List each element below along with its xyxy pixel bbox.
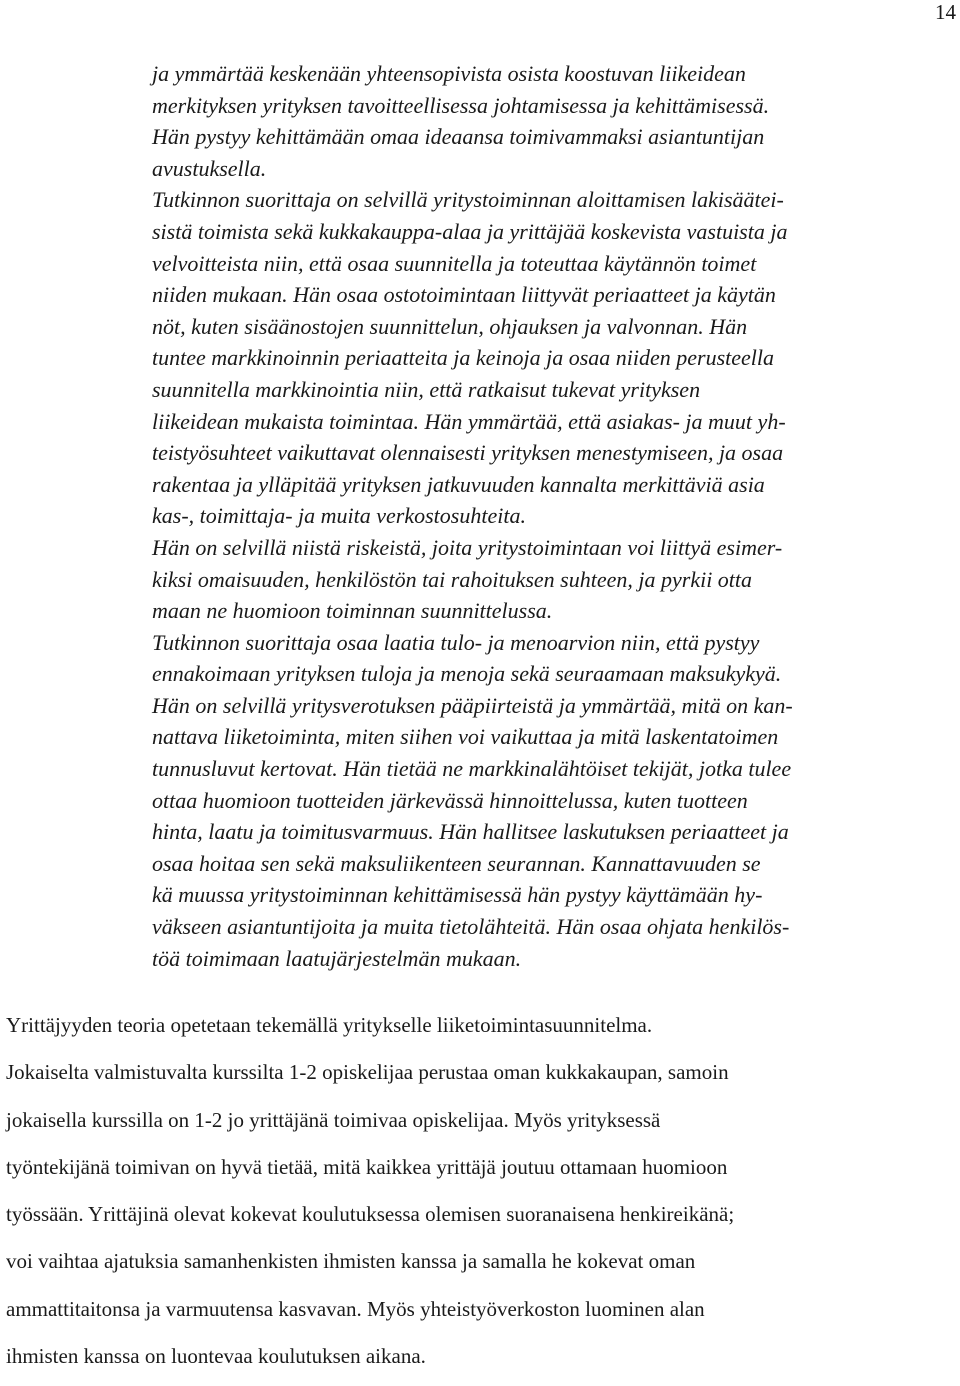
text-line: työntekijänä toimivan on hyvä tietää, mitä kaikkea yrittäjä joutuu ottamaan huomioon (6, 1154, 728, 1179)
text-line: Tutkinnon suorittaja osaa laatia tulo- ja menoarvion niin, että pystyy (152, 629, 760, 655)
text-line: Yrittäjyyden teoria opetetaan tekemällä yritykselle liiketoimintasuunnitelma. (6, 1013, 653, 1037)
text-line: tuntee markkinoinnin periaatteita ja keinoja ja osaa niiden perusteella (152, 345, 775, 371)
text-line: kiksi omaisuuden, henkilöstön tai rahoituksen suhteen, ja pyrkii otta (152, 566, 753, 592)
text-line: niiden mukaan. Hän osaa ostotoimintaan liittyvät periaatteet ja käytän (152, 282, 776, 308)
text-line: kä muussa yritystoiminnan kehittämisessä hän pystyy käyttämään hy- (152, 882, 763, 908)
text-line: väkseen asiantuntijoita ja muita tietolähteitä. Hän osaa ohjata henkilös- (152, 914, 790, 940)
text-line: voi vaihtaa ajatuksia samanhenkisten ihmisten kanssa ja samalla he kokevat oman (6, 1249, 696, 1274)
page-number: 14 (935, 0, 956, 24)
text-line: ja ymmärtää keskenään yhteensopivista osista koostuvan liikeidean (152, 61, 746, 86)
text-line: Jokaiselta valmistuvalta kurssilta 1-2 opiskelijaa perustaa oman kukkakaupan, samoin (6, 1060, 729, 1085)
text-line: Tutkinnon suorittaja on selvillä yritystoiminnan aloittamisen lakisäätei- (152, 187, 784, 213)
text-line: rakentaa ja ylläpitää yrityksen jatkuvuuden kannalta merkittäviä asia (152, 471, 765, 497)
text-line: teistyösuhteet vaikuttavat olennaisesti yrityksen menestymiseen, ja osaa (152, 440, 784, 466)
text-line: sistä toimista sekä kukkakauppa-alaa ja yrittäjää koskevista vastuista ja (152, 218, 788, 244)
text-line: ennakoimaan yrityksen tuloja ja menoja sekä seuraamaan maksukykyä. (152, 661, 782, 687)
text-line: merkityksen yrityksen tavoitteellisessa johtamisessa ja kehittämisessä. (152, 92, 770, 118)
text-line: Hän on selvillä niistä riskeistä, joita yritystoimintaan voi liittyä esimer- (152, 534, 783, 560)
text-line: Hän on selvillä yritysverotuksen pääpiirteistä ja ymmärtää, mitä on kan- (152, 692, 793, 718)
text-line: jokaisella kurssilla on 1-2 jo yrittäjänä toimivaa opiskelijaa. Myös yrityksessä (6, 1107, 661, 1132)
text-line: Hän pystyy kehittämään omaa ideaansa toimivammaksi asiantuntijan (152, 124, 765, 150)
italic-text-block (152, 58, 958, 974)
text-line: avustuksella. (152, 155, 267, 181)
text-line: nöt, kuten sisäänostojen suunnittelun, ohjauksen ja valvonnan. Hän (152, 313, 748, 339)
text-line: ammattitaitonsa ja varmuutensa kasvavan. Myös yhteistyöverkoston luominen alan (6, 1296, 705, 1321)
text-line: osaa hoitaa sen sekä maksuliikenteen seurannan. Kannattavuuden se (152, 850, 761, 876)
text-line: tunnusluvut kertovat. Hän tietää ne markkinalähtöiset tekijät, jotka tulee (152, 756, 792, 782)
text-line: maan ne huomioon toiminnan suunnittelussa. (152, 598, 553, 624)
text-line: ihmisten kanssa on luontevaa koulutuksen aikana. (6, 1344, 426, 1369)
text-line: kas-, toimittaja- ja muita verkostosuhteita. (152, 503, 526, 529)
text-line: liikeidean mukaista toimintaa. Hän ymmärtää, että asiakas- ja muut yh- (152, 408, 786, 434)
text-line: hinta, laatu ja toimitusvarmuus. Hän hallitsee laskutuksen periaatteet ja (152, 819, 789, 845)
text-line: nattava liiketoiminta, miten siihen voi vaikuttaa ja mitä laskentatoimen (152, 724, 779, 750)
text-line: ottaa huomioon tuotteiden järkevässä hinnoittelussa, kuten tuotteen (152, 787, 748, 813)
text-line: velvoitteista niin, että osaa suunnitella ja toteuttaa käytännön toimet (152, 250, 757, 276)
body-paragraph (6, 1008, 958, 1386)
text-line: suunnitella markkinointia niin, että ratkaisut tukevat yrityksen (152, 376, 701, 402)
text-line: työssään. Yrittäjinä olevat kokevat koulutuksessa olemisen suoranaisena henkireikänä; (6, 1202, 735, 1227)
text-line: töä toimimaan laatujärjestelmän mukaan. (152, 945, 522, 971)
